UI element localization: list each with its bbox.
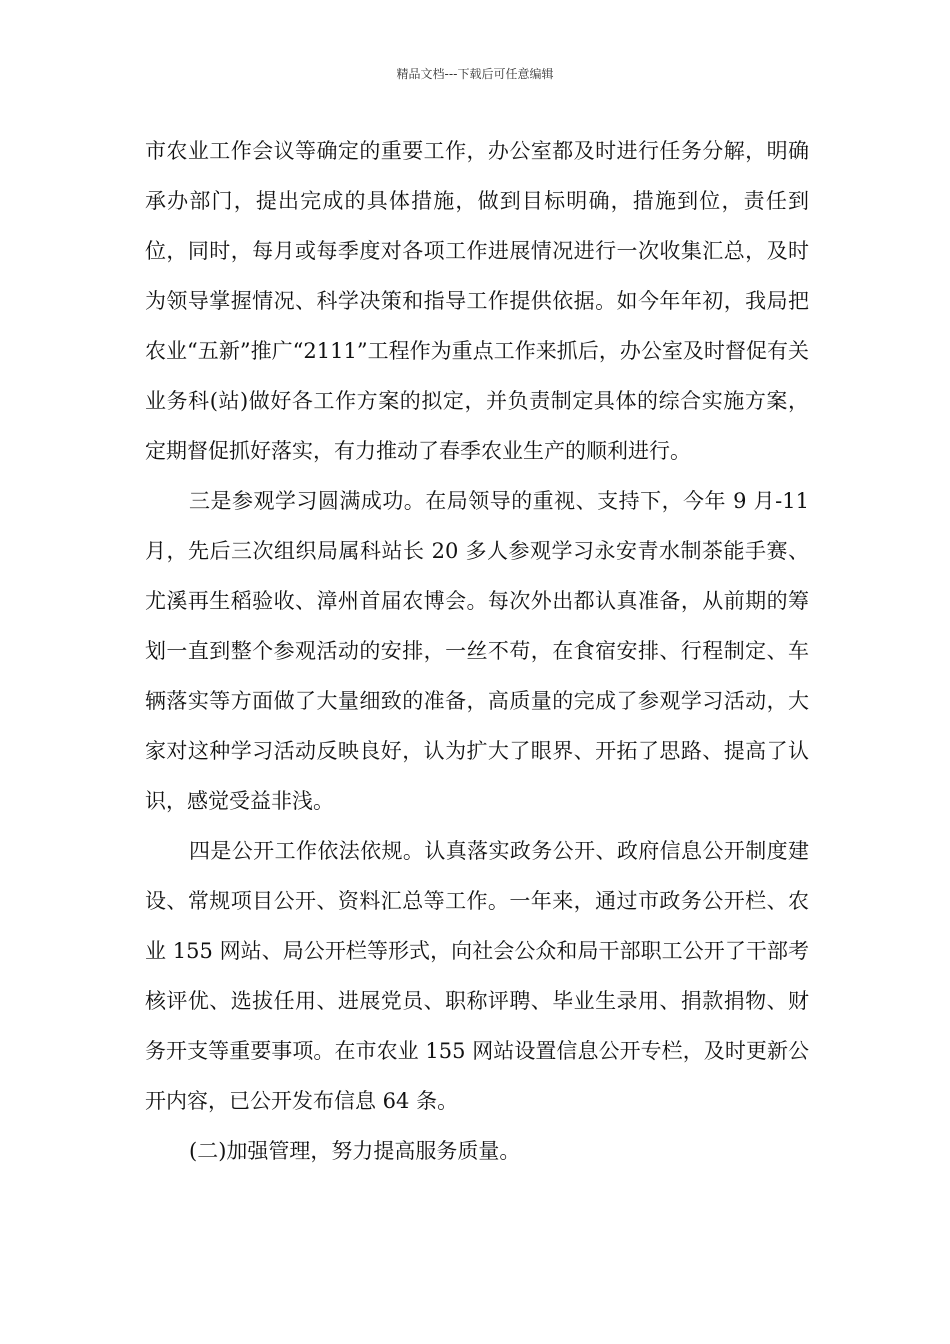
text-line: 开栏、农业 155 网站、局公开栏等形式，向社会公众和局干部职工 <box>145 889 810 963</box>
text-line: 公开专栏，及时更新公开内容，已公开发布信息 64 条。 <box>145 1039 809 1113</box>
text-line: 公开了干部考核评优、选拔任用、进展党员、职称评聘、毕业生录 <box>145 939 809 1013</box>
text-line: (二)加强管理，努力提高服务质量。 <box>189 1139 521 1163</box>
text-line: 11 月，先后三次组织局属科站长 20 多人参观学习永安青水制茶能手 <box>145 489 809 563</box>
text-line: 农业生产的顺利进行。 <box>481 439 691 463</box>
paragraph-study-visit <box>145 476 809 826</box>
text-line: 责制定具体的综合实施方案，定期督促抓好落实，有力推动了春季 <box>145 389 810 463</box>
section-heading-management <box>145 1126 809 1176</box>
body-text <box>145 126 809 1176</box>
text-line: 赛、尤溪再生稻验收、漳州首届农博会。每次外出都认真准备，从 <box>145 539 809 613</box>
text-line: 市农业工作会议等确定的重要工作，办公室都及时进行任务分解， <box>145 139 767 163</box>
text-line: 前期的筹划一直到整个参观活动的安排，一丝不苟，在食宿安排、 <box>145 589 810 663</box>
text-line: 用、捐款捐物、财务开支等重要事项。在市农业 155 网站设置信息 <box>145 989 810 1063</box>
text-line: 三是参观学习圆满成功。在局领导的重视、支持下，今年 9 月- <box>189 489 783 513</box>
paragraph-open-government <box>145 826 809 1126</box>
paragraph-continued-work <box>145 126 809 476</box>
text-line: 行程制定、车辆落实等方面做了大量细致的准备，高质量的完成了 <box>145 639 810 713</box>
text-line: 度建设、常规项目公开、资料汇总等工作。一年来，通过市政务公 <box>145 839 810 913</box>
text-line: 汇总，及时为领导掌握情况、科学决策和指导工作提供依据。如今 <box>145 239 809 313</box>
page-header: 精品文档---下载后可任意编辑 <box>396 67 554 81</box>
text-line: 后，办公室及时督促有关业务科(站)做好各工作方案的拟定，并负 <box>145 339 810 413</box>
text-line: 四是公开工作依法依规。认真落实政务公开、政府信息公开制 <box>189 839 767 863</box>
text-line: 开拓了思路、提高了认识，感觉受益非浅。 <box>145 739 810 813</box>
text-line: 责任到位，同时，每月或每季度对各项工作进展情况进行一次收集 <box>145 189 810 263</box>
text-line: 年年初，我局把农业“五新”推广“2111”工程作为重点工作来抓 <box>145 289 810 363</box>
text-line: 明确承办部门，提出完成的具体措施，做到目标明确，措施到位， <box>145 139 810 213</box>
text-line: 参观学习活动，大家对这种学习活动反映良好，认为扩大了眼界、 <box>145 689 810 763</box>
